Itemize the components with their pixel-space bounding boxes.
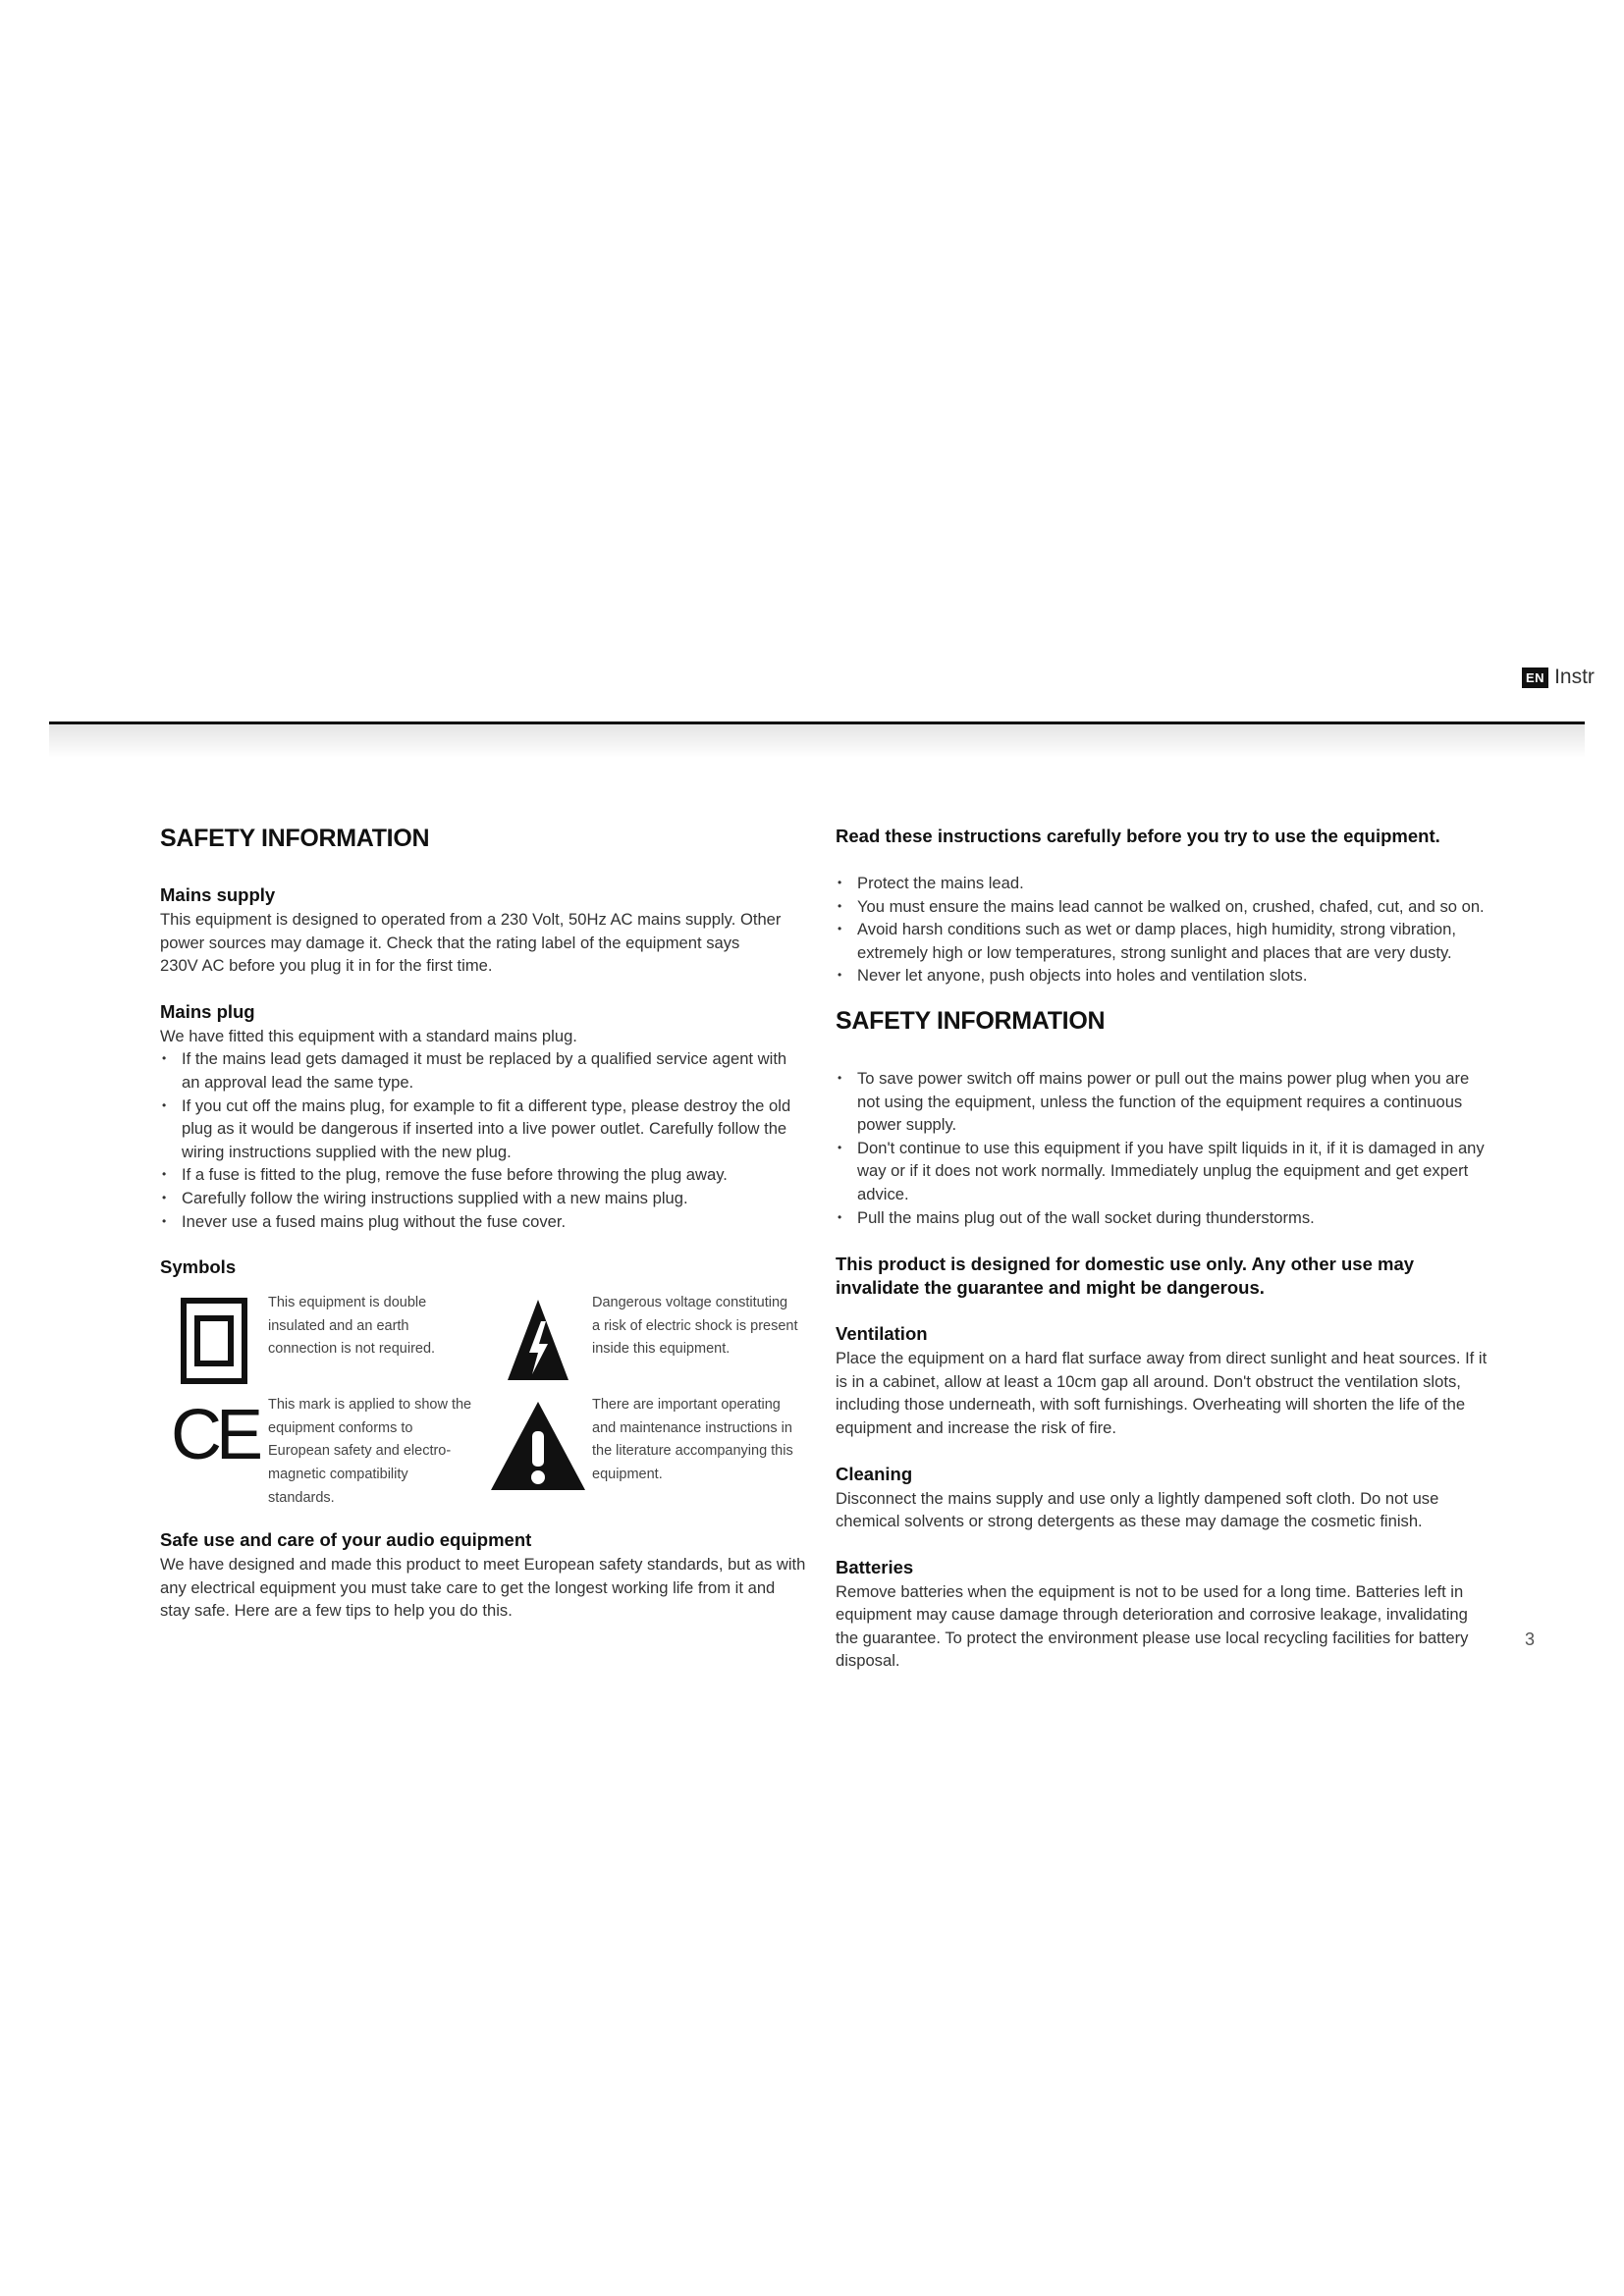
lightning-warning-text: Dangerous voltage constituting a risk of electric shock is present inside this equipment. xyxy=(592,1295,798,1358)
left-column xyxy=(160,825,808,1646)
safe-use-section xyxy=(160,1529,808,1623)
language-badge: EN xyxy=(1522,667,1548,688)
safe-use-text: We have designed and made this product to meet European safety standards, but as with any electrical equipment you must take care to get the longest working life from it and stay safe. Here are a few tips to help you do this. xyxy=(160,1555,806,1621)
mains-supply-line: 230V AC before you plug it in for the first time. xyxy=(160,956,493,976)
mains-plug-list xyxy=(160,1047,808,1233)
batteries-heading: Batteries xyxy=(836,1556,914,1577)
read-instructions-lead: Read these instructions carefully before you try to use the equipment. xyxy=(836,826,1440,846)
ce-mark: CE xyxy=(170,1396,258,1475)
list-item: • If the mains lead gets damaged it must be replaced by a qualified service agent with an approval lead the same type. xyxy=(160,1047,808,1094)
mains-supply-heading: Mains supply xyxy=(160,884,276,905)
list-item: • Protect the mains lead. xyxy=(836,872,1493,895)
header-shadow xyxy=(49,724,1585,758)
list-item: • You must ensure the mains lead cannot be walked on, crushed, chafed, cut, and so on. xyxy=(836,895,1493,919)
list-item: • Pull the mains plug out of the wall socket during thunderstorms. xyxy=(836,1206,1493,1230)
exclamation-warning-text: There are important operating and maintenance instructions in the literature accompanying this equipment. xyxy=(592,1397,793,1482)
page-number: 3 xyxy=(1525,1629,1536,1649)
safe-use-heading: Safe use and care of your audio equipment xyxy=(160,1529,532,1551)
ce-mark-text: This mark is applied to show the equipment conforms to European safety and electro-magnetic compatibility standards. xyxy=(268,1397,472,1506)
care-list xyxy=(836,872,1493,988)
list-item: • Avoid harsh conditions such as wet or damp places, high humidity, strong vibration, extremely high or low temperatures, strong sunlight and places that are very dusty. xyxy=(836,918,1493,964)
mains-plug-intro: We have fitted this equipment with a standard mains plug. xyxy=(160,1026,577,1045)
ventilation-section xyxy=(836,1323,1493,1439)
list-item: • Never let anyone, push objects into holes and ventilation slots. xyxy=(836,964,1493,988)
section-title: SAFETY INFORMATION xyxy=(836,1006,1106,1035)
double-insulation-text: This equipment is double insulated and an earth connection is not required. xyxy=(268,1295,436,1358)
symbols-heading: Symbols xyxy=(160,1256,237,1278)
mains-supply-section xyxy=(160,884,808,978)
mains-supply-line: This equipment is designed to operated from a 230 Volt, 50Hz AC mains supply. Other xyxy=(160,910,782,929)
ventilation-text: Place the equipment on a hard flat surface away from direct sunlight and heat sources. If it is in a cabinet, allow at least a 10cm gap all around. Don't obstruct the ventilation slots, including those underneath, with soft furnishings. Overheating will shorten the life of the equipment and increase the risk of fire. xyxy=(836,1349,1488,1437)
page-title: SAFETY INFORMATION xyxy=(160,825,430,852)
list-item: • Don't continue to use this equipment if you have spilt liquids in it, if it is damaged in any way or if it does not work normally. Immediately unplug the equipment and get expert advice. xyxy=(836,1137,1493,1206)
list-item: • If you cut off the mains plug, for example to fit a different type, please destroy the old plug as it would be dangerous if inserted into a live power outlet. Carefully follow the wiring instructions supplied with the new plug. xyxy=(160,1095,808,1164)
cleaning-heading: Cleaning xyxy=(836,1463,913,1484)
list-item: • Inever use a fused mains plug without the fuse cover. xyxy=(160,1210,808,1234)
symbols-grid xyxy=(160,1292,808,1510)
list-item: • To save power switch off mains power or pull out the mains power plug when you are not using the equipment, unless the function of the equipment requires a continuous power supply. xyxy=(836,1067,1493,1137)
symbols-section xyxy=(160,1256,808,1510)
right-column xyxy=(836,825,1493,1696)
lightning-warning-icon xyxy=(484,1292,592,1384)
batteries-text: Remove batteries when the equipment is not to be used for a long time. Batteries left in equipment may cause damage through deterioration and corrosive leakage, invalidating the guarantee. To protect the environment please use local recycling facilities for battery disposal. xyxy=(836,1581,1469,1671)
ventilation-heading: Ventilation xyxy=(836,1323,928,1345)
header-running-title: Instr xyxy=(1554,666,1595,688)
mains-plug-section xyxy=(160,1001,808,1233)
domestic-use-notice: This product is designed for domestic use only. Any other use may invalidate the guarantee and might be dangerous. xyxy=(836,1254,1415,1299)
mains-plug-heading: Mains plug xyxy=(160,1000,255,1022)
exclamation-warning-icon xyxy=(484,1394,592,1510)
mains-supply-line: power sources may damage it. Check that the rating label of the equipment says xyxy=(160,933,740,952)
cleaning-text: Disconnect the mains supply and use only a lightly dampened soft cloth. Do not use chemical solvents or strong detergents as these may damage the cosmetic finish. xyxy=(836,1488,1439,1531)
cleaning-section xyxy=(836,1464,1493,1533)
ce-mark-icon xyxy=(160,1394,268,1510)
batteries-section xyxy=(836,1557,1493,1673)
safety-list xyxy=(836,1067,1493,1229)
list-item: • If a fuse is fitted to the plug, remove the fuse before throwing the plug away. xyxy=(160,1163,808,1187)
list-item: • Carefully follow the wiring instructions supplied with a new mains plug. xyxy=(160,1187,808,1210)
language-tag xyxy=(1522,666,1595,689)
double-insulation-icon xyxy=(160,1292,268,1384)
